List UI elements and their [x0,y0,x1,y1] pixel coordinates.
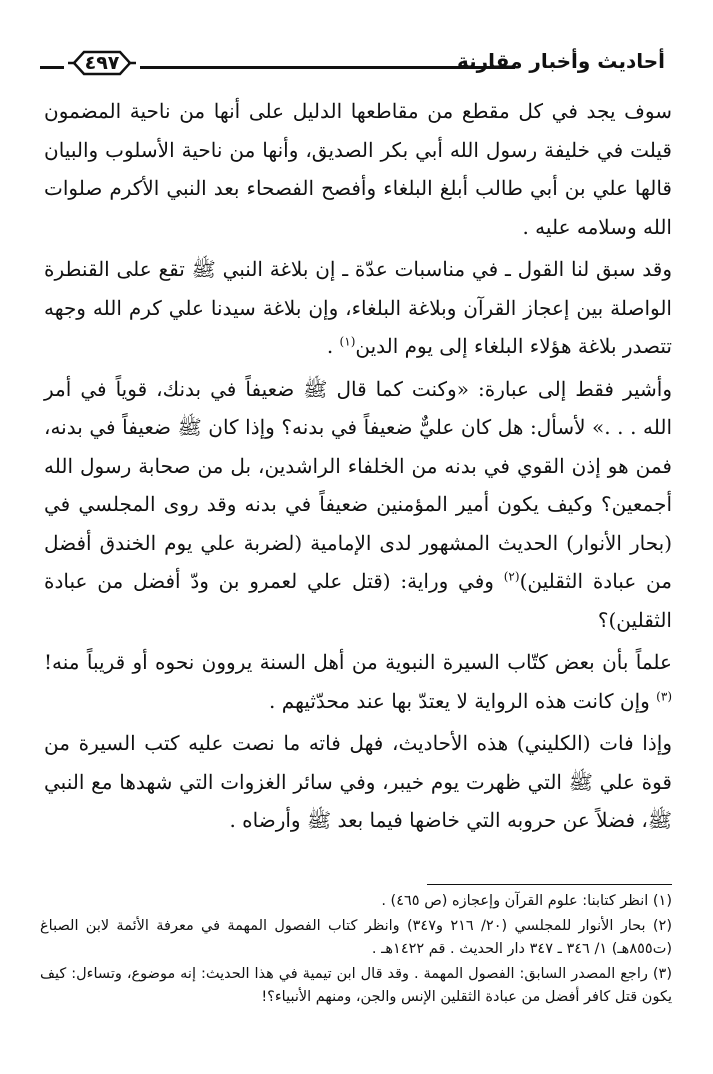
paragraph [44,370,672,640]
paragraph-text: علماً بأن بعض كتّاب السيرة النبوية من أهل السنة يروون نحوه أو قريباً منه! [44,650,672,674]
running-title: أحاديث وأخبار مقارنة [457,49,665,73]
header-rule-left [40,66,64,69]
paragraph [44,724,672,840]
paragraph-tail: . [326,334,340,358]
paragraph [44,250,672,366]
page-number: ٤٩٧ [84,52,120,74]
page-header [40,46,665,86]
footnote-ref: (٢) [503,569,520,584]
paragraph-text: وقد سبق لنا القول ـ في مناسبات عدّة ـ إن بلاغة النبي ﷺ تقع على القنطرة الواصلة بين إعجاز القرآن وبلاغة البلغاء، وإن بلاغة سيدنا علي كرم الله وجهه تتصدر بلاغة هؤلاء البلغاء إلى يوم الدين [44,257,672,358]
paragraph [44,92,672,246]
footnote: (١) انظر كتابنا: علوم القرآن وإعجازه (ص ٤٦٥) . [381,893,672,909]
footnote: (٢) بحار الأنوار للمجلسي (٢٠/ ٢١٦ و٣٤٧) وانظر كتاب الفصول المهمة في معرفة الأئمة لابن الصباغ (ت٨٥٥هـ) ١/ ٣٤٦ ـ ٣٤٧ دار الحديث . قم ١٤٢٢هـ . [40,918,672,957]
footnote: (٣) راجع المصدر السابق: الفصول المهمة . وقد قال ابن تيمية في هذا الحديث: إنه موضوع، وتساءل: كيف يكون قتل كافر أفضل من عبادة الثقلين الإنس والجن، ومنهم الأنبياء؟! [40,966,672,1005]
paragraph-tail: وإن كانت هذه الرواية لا يعتدّ بها عند محدّثيهم . [269,688,657,713]
paragraph-text: وإذا فات (الكليني) هذه الأحاديث، فهل فاته ما نصت عليه كتب السيرة من قوة علي ﷺ التي ظهرت يوم خيبر، وفي سائر الغزوات التي شهدها مع النبي ﷺ، فضلاً عن حروبه التي خاضها فيما بعد ﷺ وأرضاه . [44,731,672,832]
footnote-ref: (١) [339,334,356,349]
main-text [44,92,672,840]
footnote-ref: (٣) [656,688,672,703]
footnote-separator [427,884,672,885]
paragraph-text: وأشير فقط إلى عبارة: «وكنت كما قال ﷺ ضعيفاً في بدنك، قوياً في أمر الله . . .» لأسأل: هل كان عليٌّ ضعيفاً في بدنه؟ وإذا كان ﷺ ضعيفاً في بدنه، فمن هو إذن القوي في بدنه من الخلفاء الراشدين، بل من صحابة رسول الله أجمعين؟ وكيف يكون أمير المؤمنين ضعيفاً في بدنه وقد روى المجلسي في (بحار الأنوار) الحديث المشهور لدى الإمامية (لضربة علي يوم الخندق أفضل من عبادة الثقلين) [44,376,673,593]
footnotes [40,890,672,1011]
paragraph-tail: وفي وراية: (قتل علي لعمرو بن ودّ أفضل من عبادة الثقلين)؟ [44,569,672,632]
page-number-frame [66,48,138,78]
paragraph-text: سوف يجد في كل مقطع من مقاطعها الدليل على أنها من ناحية المضمون قيلت في خليفة رسول الله أبي بكر الصديق، وأنها من ناحية الأسلوب والبيان قالها علي بن أبي طالب أبلغ البلغاء وأفصح الفصحاء بعد النبي الأكرم صلوات الله وسلامه عليه . [44,99,672,239]
paragraph [44,643,672,720]
